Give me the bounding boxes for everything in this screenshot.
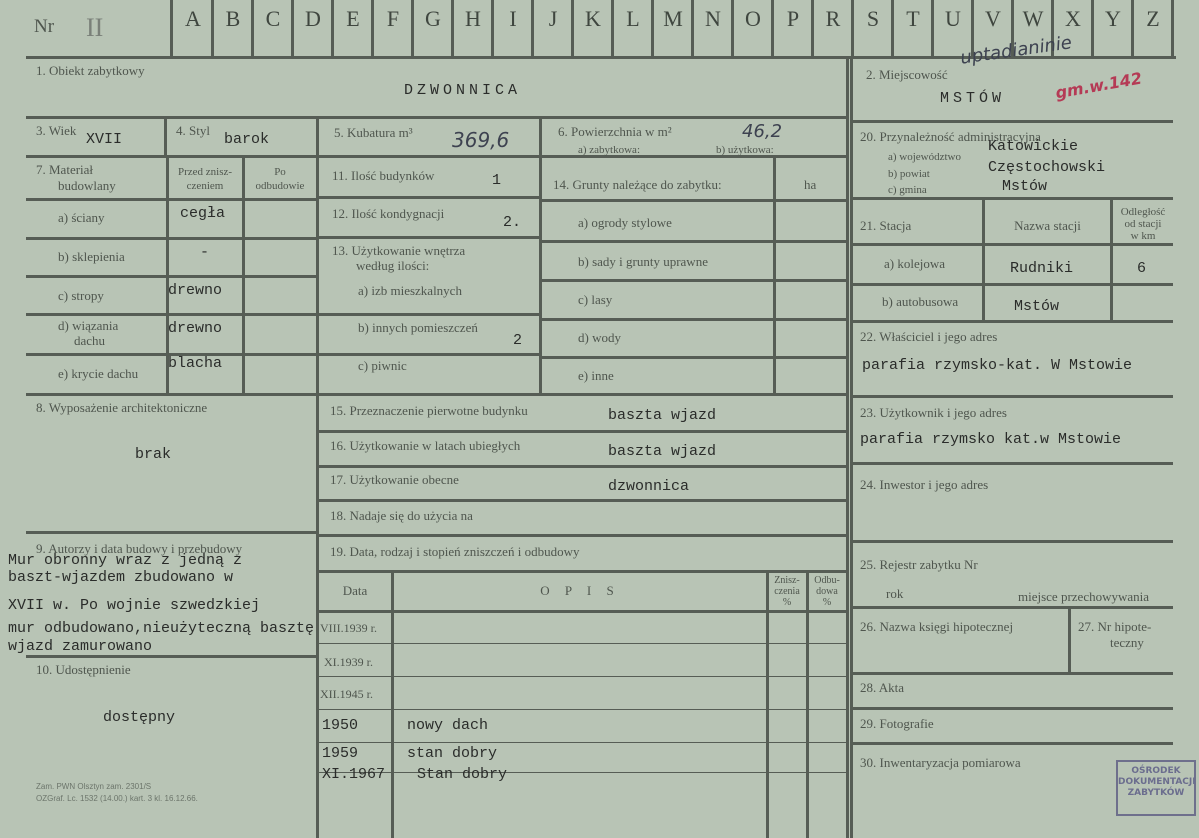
letter-o: O [745,6,761,31]
field-25-place-label: miejsce przechowywania [1018,589,1150,604]
field-6-sub-a: a) zabytkowa: [578,144,640,156]
field-8-label: 8. Wyposażenie architektoniczne [36,400,208,415]
rail-station-distance: 6 [1137,260,1147,277]
letter-v: V [985,6,1001,31]
field-16-label: 16. Użytkowanie w latach ubiegłych [330,438,521,453]
col-date-header: Data [342,583,368,598]
col-after-line1: Po [274,166,286,178]
field-11-value: 1 [492,172,502,189]
field-5-label: 5. Kubatura m³ [334,125,413,140]
field-14-unit: ha [804,177,817,192]
field-25-label: 25. Rejestr zabytku Nr [860,557,978,572]
field-5-value: 369,6 [452,128,510,152]
stamp-line1: OŚRODEK [1131,766,1181,776]
col-after-line2: odbudowie [255,180,305,192]
field-14-label: 14. Grunty należące do zabytku: [553,177,722,192]
field-6-sub-b: b) użytkowa: [716,144,774,156]
letter-t: T [906,6,920,31]
field-24-label: 24. Inwestor i jego adres [860,477,989,492]
field-11-label: 11. Ilość budynków [332,168,435,183]
field-9-line-3: XVII w. Po wojnie szwedzkiej [8,597,261,614]
land-waters-label: d) wody [578,330,621,345]
col-rebuild-line3: % [822,597,832,608]
material-roof-label: e) krycie dachu [58,366,139,381]
letter-y: Y [1105,6,1121,31]
printer-note-line2: OZGraf. Lc. 1532 (14.00.) kart. 3 kl. 16.12.66. [36,794,198,803]
distance-header-line1: Odległość [1120,206,1166,218]
field-29-label: 29. Fotografie [860,716,934,731]
land-orchards-label: b) sady i grunty uprawne [578,254,708,269]
printed-date-3: XII.1945 r. [320,687,373,701]
material-walls-value: cegła [180,205,226,222]
land-gardens-label: a) ogrody stylowe [578,215,672,230]
letter-g: G [425,6,441,31]
col-destruction-line2: czenia [774,586,800,597]
field-6-value: 46,2 [742,121,783,142]
field-6-label: 6. Powierzchnia w m² [558,124,672,139]
district-label: b) powiat [888,168,930,180]
field-13-b-label: b) innych pomieszczeń [358,320,478,335]
letter-c: C [265,6,281,31]
col-rebuild-line1: Odbu- [814,575,840,586]
letter-l: L [626,6,640,31]
letter-w: W [1022,6,1044,31]
material-ceilings-value: drewno [168,282,223,299]
history-desc-1: nowy dach [407,717,489,734]
material-roof-value: blacha [168,355,223,372]
letter-a: A [185,6,201,31]
field-1-label: 1. Obiekt zabytkowy [36,63,145,78]
printed-date-2: XI.1939 r. [324,655,373,669]
voivodeship-label: a) województwo [888,151,962,163]
nr-label: Nr [34,16,55,37]
material-vaults-value: - [200,244,210,261]
field-13-a-label: a) izb mieszkalnych [358,283,462,298]
material-ceilings-label: c) stropy [58,288,104,303]
field-2-value: MSTÓW [940,90,1006,107]
land-forests-label: c) lasy [578,292,613,307]
field-4-value: barok [224,131,270,148]
field-13-c-label: c) piwnic [358,358,407,373]
material-trusses-label: d) wiązania [58,318,119,333]
letter-u: U [945,6,961,31]
rail-station-name: Rudniki [1010,260,1074,277]
distance-header-line3: w km [1130,230,1156,242]
field-28-label: 28. Akta [860,680,905,695]
field-10-label: 10. Udostępnienie [36,662,131,677]
field-17-value: dzwonnica [608,478,690,495]
red-reference-note: gm.w.142 [1054,68,1144,103]
letter-d: D [305,6,321,31]
letter-s: S [866,6,880,31]
field-12-value: 2. [503,214,522,231]
letter-p: P [786,6,800,31]
col-before-line1: Przed znisz- [177,166,233,178]
field-12-label: 12. Ilość kondygnacji [332,206,445,221]
col-destruction-line1: Znisz- [774,575,800,586]
letter-j: J [548,6,558,31]
field-7-label: 7. Materiał [36,162,94,177]
field-23-label: 23. Użytkownik i jego adres [860,405,1007,420]
letter-n: N [705,6,721,31]
field-1-value: DZWONNICA [404,82,522,99]
field-25-year-label: rok [886,586,904,601]
field-27-label-line2: teczny [1110,635,1144,650]
field-13-label-line2: według ilości: [356,258,430,273]
field-3-label: 3. Wiek [36,123,77,138]
field-13-b-value: 2 [513,332,523,349]
handwritten-note: uptadianinie [959,32,1074,69]
field-9-line-2: baszt-wjazdem zbudowano w [8,569,234,586]
letter-h: H [465,6,481,31]
field-2-label: 2. Miejscowość [866,67,948,82]
letter-i: I [509,6,517,31]
field-16-value: baszta wjazd [608,443,717,460]
letter-r: R [825,6,841,31]
material-trusses-label-line2: dachu [74,333,106,348]
field-8-value: brak [135,446,172,463]
field-22-label: 22. Właściciel i jego adres [860,329,998,344]
field-9-line-4: mur odbudowano,nieużyteczną basztę [8,620,315,637]
col-destruction-line3: % [782,597,792,608]
printed-date-1: VIII.1939 r. [320,621,377,635]
stamp-line2: DOKUMENTACJI [1118,777,1196,787]
field-27-label: 27. Nr hipote- [1078,619,1152,634]
field-30-label: 30. Inwentaryzacja pomiarowa [860,755,1021,770]
field-21-label: 21. Stacja [860,218,912,233]
bus-station-label: b) autobusowa [882,294,959,309]
letter-e: E [346,6,360,31]
field-4-label: 4. Styl [176,123,210,138]
material-trusses-value: drewno [168,320,223,337]
field-13-label: 13. Użytkowanie wnętrza [332,243,466,258]
field-26-label: 26. Nazwa księgi hipotecznej [860,619,1014,634]
letter-x: X [1065,6,1081,31]
rail-station-label: a) kolejowa [884,256,946,271]
commune-label: c) gmina [888,184,927,196]
letter-k: K [585,6,601,31]
material-vaults-label: b) sklepienia [58,249,125,264]
field-15-value: baszta wjazd [608,407,717,424]
field-19-label: 19. Data, rodzaj i stopień zniszczeń i odbudowy [330,544,580,559]
history-desc-3: Stan dobry [417,766,508,783]
col-description-header: O P I S [540,583,620,598]
user-value: parafia rzymsko kat.w Mstowie [860,431,1122,448]
voivodeship-value: Katowickie [988,138,1079,155]
bus-station-name: Mstów [1014,298,1060,315]
col-before-line2: czeniem [186,180,224,192]
archive-stamp [1116,760,1196,816]
field-20-label: 20. Przynależność administracyjna [860,129,1041,144]
letter-z: Z [1146,6,1160,31]
history-date-1: 1950 [322,717,359,734]
field-15-label: 15. Przeznaczenie pierwotne budynku [330,403,528,418]
printer-note-line1: Zam. PWN Olsztyn zam. 2301/S [36,782,152,791]
field-9-line-1: Mur obronny wraz z jedną z [8,552,243,569]
letter-f: F [386,6,400,31]
col-rebuild-line2: dowa [816,586,838,597]
field-9-line-5: wjazd zamurowano [8,638,153,655]
commune-value: Mstów [1002,178,1048,195]
history-date-2: 1959 [322,745,359,762]
field-10-value: dostępny [103,709,176,726]
station-name-header: Nazwa stacji [1014,218,1081,233]
letter-m: M [663,6,683,31]
field-18-label: 18. Nadaje się do użycia na [330,508,473,523]
field-3-value: XVII [86,131,123,148]
history-date-3: XI.1967 [322,766,386,783]
stamp-line3: ZABYTKÓW [1127,788,1185,798]
owner-value: parafia rzymsko-kat. W Mstowie [862,357,1133,374]
field-17-label: 17. Użytkowanie obecne [330,472,459,487]
history-desc-2: stan dobry [407,745,498,762]
field-9-label: 9. Autorzy i data budowy i przebudowy [36,541,243,556]
nr-value: II [86,13,104,42]
district-value: Częstochowski [988,159,1106,176]
field-7-label-line2: budowlany [58,178,116,193]
material-walls-label: a) ściany [58,210,105,225]
distance-header-line2: od stacji [1124,218,1162,230]
letter-b: B [225,6,241,31]
land-other-label: e) inne [578,368,614,383]
